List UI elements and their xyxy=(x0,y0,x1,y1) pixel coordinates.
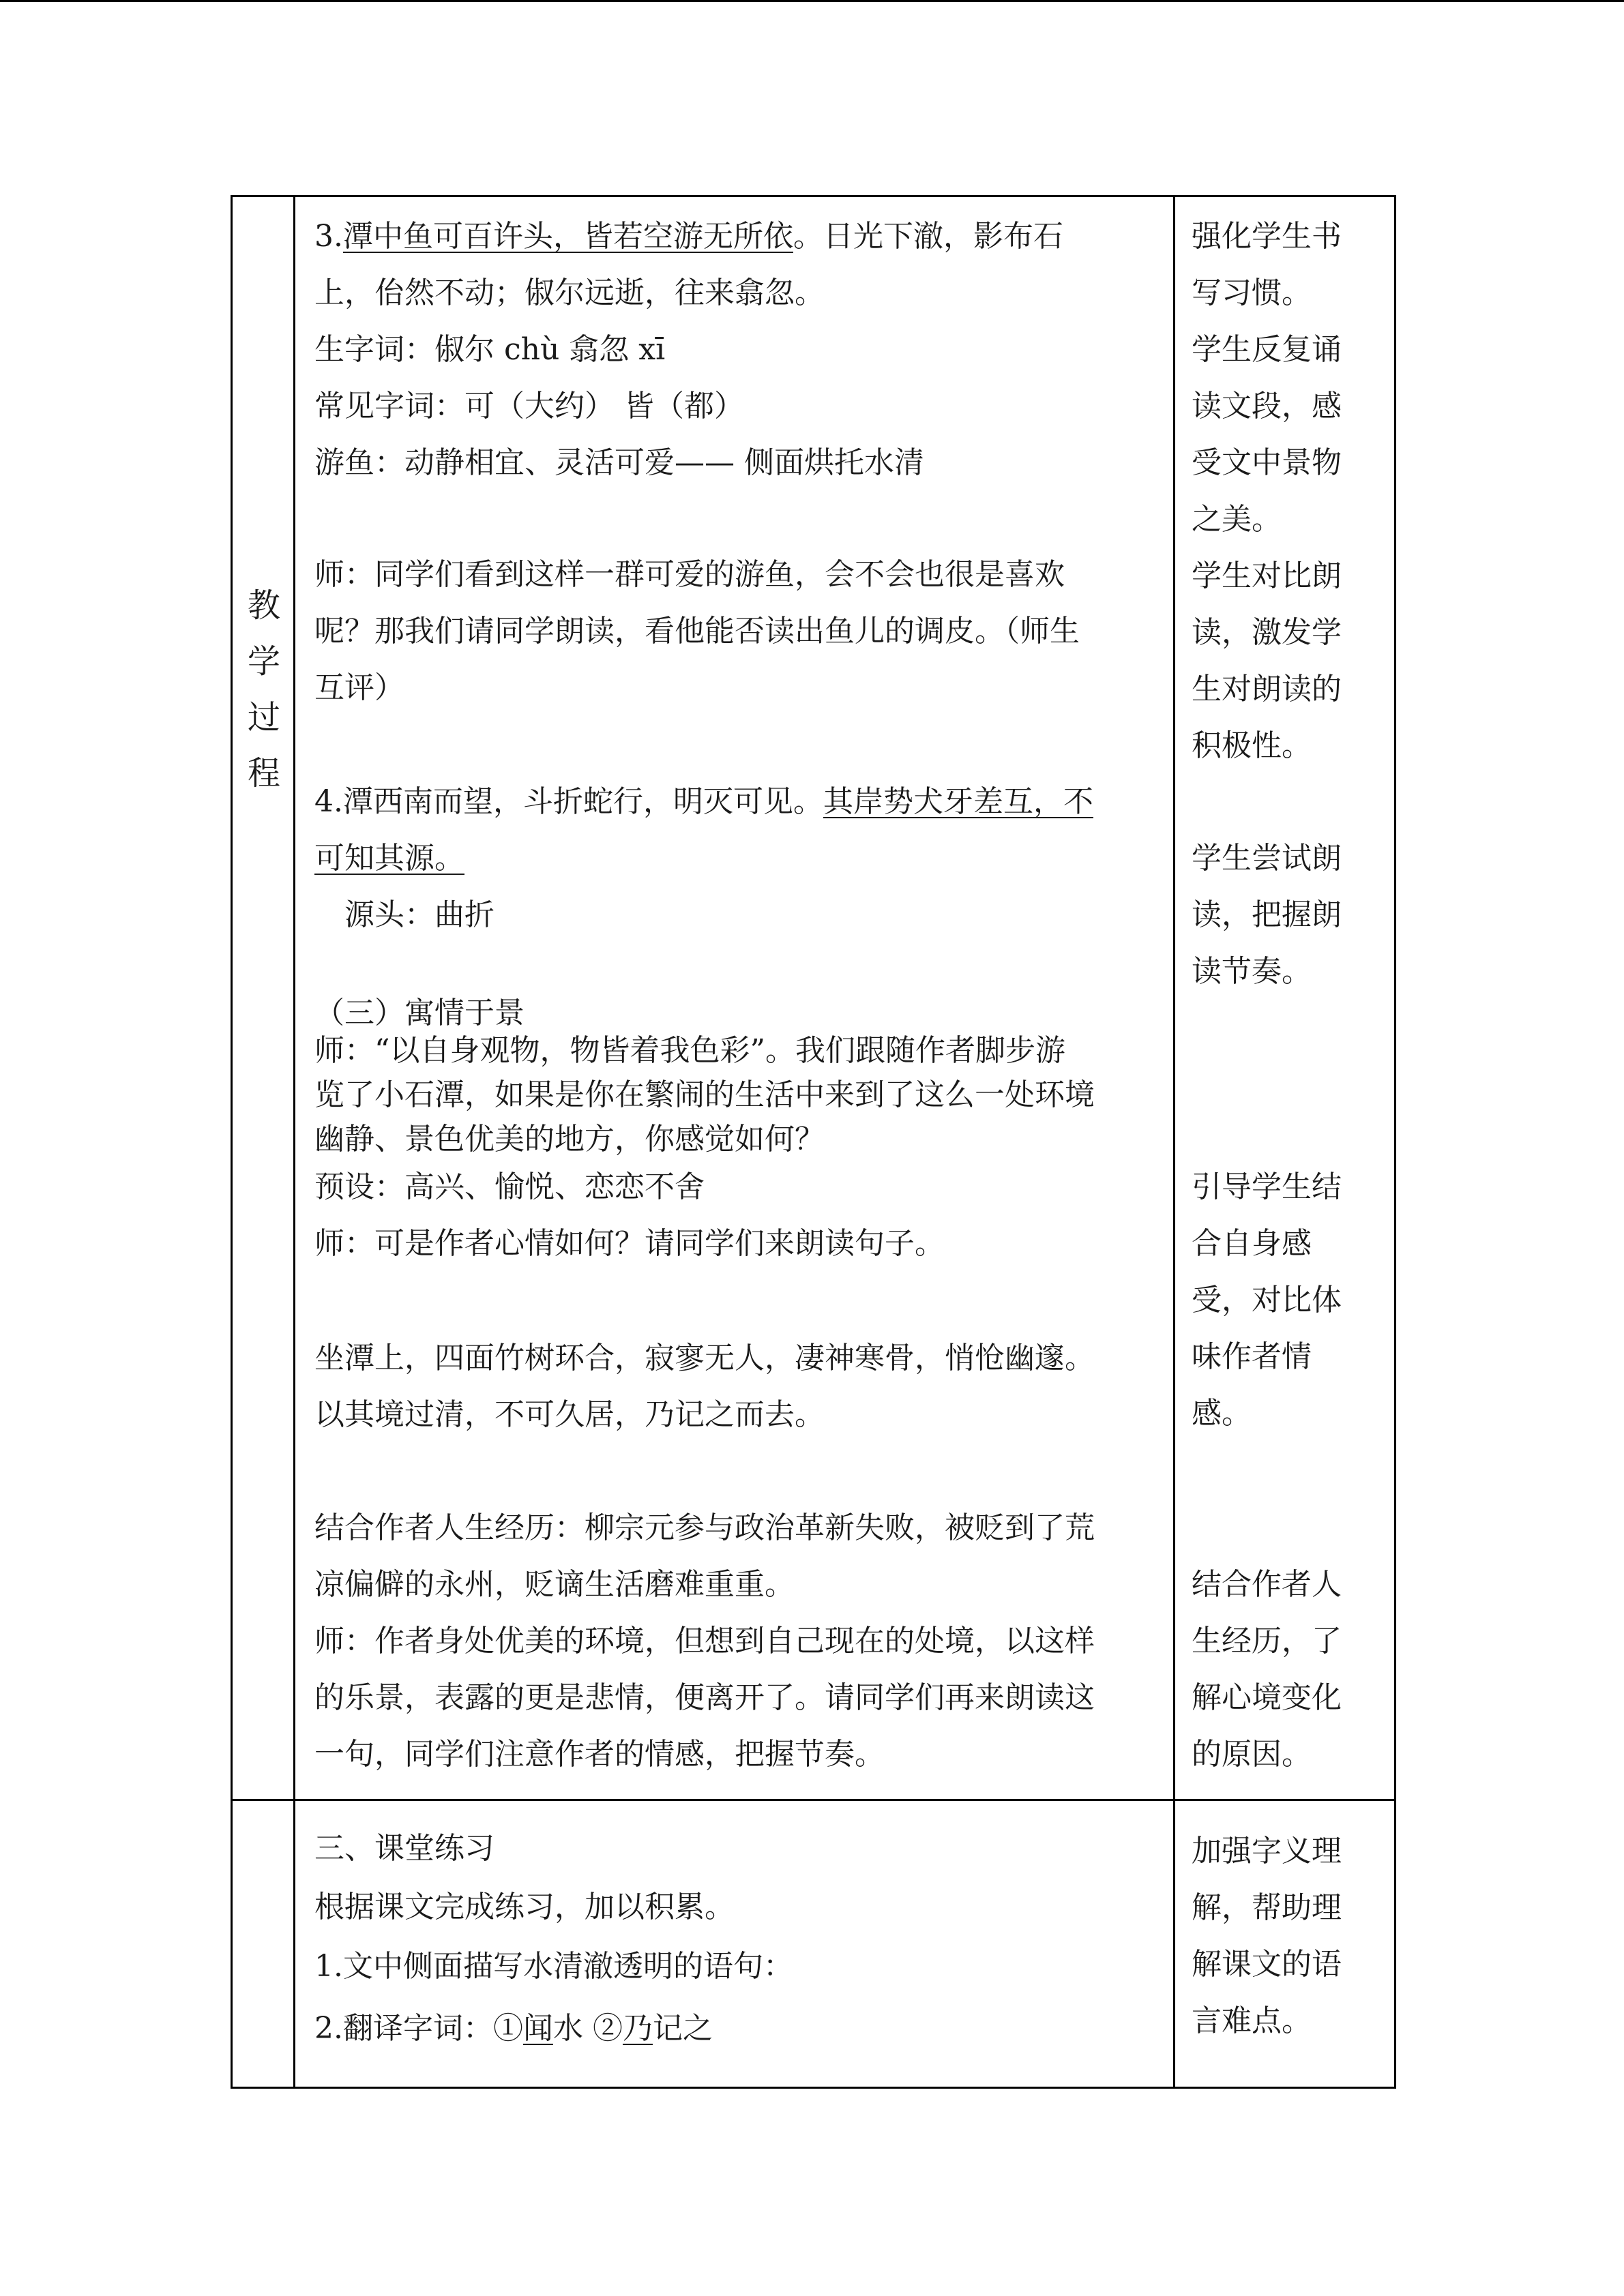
note-line: 解心境变化 xyxy=(1192,1680,1342,1715)
question-text: 水 ② xyxy=(552,2011,623,2046)
teacher-prompt-2-line-3: 幽静、景色优美的地方，你感觉如何？ xyxy=(314,1122,825,1157)
note-line: 读文段，感 xyxy=(1192,389,1342,423)
stage-label-cell xyxy=(232,196,295,1800)
note-line: 读，把握朗 xyxy=(1192,897,1342,932)
note-line: 读节奏。 xyxy=(1192,954,1312,989)
note-line: 结合作者人 xyxy=(1192,1567,1342,1602)
practice-notes-cell xyxy=(1175,1800,1396,2088)
common-words-line: 常见字词：可（大约） 皆（都） xyxy=(314,389,744,423)
practice-stage-cell xyxy=(232,1800,295,2088)
practice-content-cell xyxy=(295,1800,1175,2088)
note-line: 学生对比朗 xyxy=(1192,558,1342,593)
note-line: 合自身感 xyxy=(1192,1226,1312,1261)
note-line: 学生尝试朗 xyxy=(1192,841,1342,876)
new-words-line: 生字词：俶尔 chù 翕忽 xī xyxy=(314,332,666,367)
note-line: 解，帮助理 xyxy=(1192,1890,1342,1925)
teacher-prompt-1-line-3: 互评） xyxy=(314,670,404,705)
note-line: 读，激发学 xyxy=(1192,615,1342,650)
teacher-prompt-1-line-1: 师：同学们看到这样一群可爱的游鱼，会不会也很是喜欢 xyxy=(314,557,1065,592)
target-word: 乃 xyxy=(622,2011,653,2046)
practice-question-1: 1.文中侧面描写水清澈透明的语句： xyxy=(314,1949,793,1984)
fish-note-line: 游鱼：动静相宜、灵活可爱—— 侧面烘托水清 xyxy=(314,445,924,480)
practice-question-2 xyxy=(314,2008,713,2049)
author-bio-line-1: 结合作者人生经历：柳宗元参与政治革新失败，被贬到了荒 xyxy=(314,1510,1095,1545)
teaching-process-row xyxy=(232,196,1396,1800)
teacher-prompt-4-line-2: 的乐景，表露的更是悲情，便离开了。请同学们再来朗读这 xyxy=(314,1680,1095,1715)
note-line: 解课文的语 xyxy=(1192,1947,1342,1982)
stage-char: 教 xyxy=(247,586,280,625)
teacher-prompt-2-line-1: 师：“以自身观物，物皆着我色彩”。我们跟随作者脚步游 xyxy=(314,1033,1065,1068)
lesson-plan-table xyxy=(231,195,1396,2089)
note-line: 积极性。 xyxy=(1192,728,1312,763)
quote-line-1: 坐潭上，四面竹树环合，寂寥无人，凄神寒骨，悄怆幽邃。 xyxy=(314,1341,1095,1375)
paragraph-4-line-2 xyxy=(314,838,464,879)
note-line: 加强字义理 xyxy=(1192,1834,1342,1868)
note-line: 学生反复诵 xyxy=(1192,332,1342,367)
target-word: 闻 xyxy=(522,2011,553,2046)
process-notes-cell xyxy=(1175,196,1396,1800)
note-line: 生经历，了 xyxy=(1192,1624,1342,1658)
paragraph-text: 4.潭西南而望，斗折蛇行，明灭可见。 xyxy=(314,784,823,819)
paragraph-number: 3. xyxy=(314,219,343,254)
process-content-cell xyxy=(295,196,1175,1800)
paragraph-4-line-1 xyxy=(314,781,1093,822)
stage-char: 过 xyxy=(247,698,280,736)
underlined-sentence: 潭中鱼可百许头，皆若空游无所依 xyxy=(342,219,793,254)
paragraph-text: 。日光下澈，影布石 xyxy=(793,219,1063,254)
note-line: 强化学生书 xyxy=(1192,219,1342,254)
paragraph-3-line-2: 上，佁然不动；俶尔远逝，往来翕忽。 xyxy=(314,275,825,310)
stage-char: 程 xyxy=(247,754,280,792)
author-bio-line-2: 凉偏僻的永州，贬谪生活磨难重重。 xyxy=(314,1567,795,1602)
practice-heading: 三、课堂练习 xyxy=(314,1831,494,1866)
note-line: 味作者情 xyxy=(1192,1339,1312,1374)
teacher-prompt-4-line-1: 师：作者身处优美的环境，但想到自己现在的处境，以这样 xyxy=(314,1624,1095,1658)
practice-row xyxy=(232,1800,1396,2088)
practice-intro: 根据课文完成练习，加以积累。 xyxy=(314,1890,735,1924)
teacher-prompt-4-line-3: 一句，同学们注意作者的情感，把握节奏。 xyxy=(314,1737,885,1772)
source-note-line: 源头：曲折 xyxy=(344,897,494,932)
note-line: 生对朗读的 xyxy=(1192,672,1342,706)
underlined-sentence: 可知其源。 xyxy=(314,841,464,876)
teacher-prompt-1-line-2: 呢？那我们请同学朗读，看他能否读出鱼儿的调皮。（师生 xyxy=(314,614,1080,648)
note-line: 感。 xyxy=(1192,1396,1252,1431)
note-line: 的原因。 xyxy=(1192,1737,1312,1772)
preset-answer-line: 预设：高兴、愉悦、恋恋不舍 xyxy=(314,1169,705,1204)
note-line: 之美。 xyxy=(1192,502,1282,537)
page-top-border xyxy=(0,0,1624,2)
question-text: 记之 xyxy=(652,2011,713,2046)
note-line: 写习惯。 xyxy=(1192,275,1312,310)
note-line: 受文中景物 xyxy=(1192,445,1342,480)
quote-line-2: 以其境过清，不可久居，乃记之而去。 xyxy=(314,1397,825,1432)
stage-label xyxy=(233,578,295,801)
section-subheading: （三）寓情于景 xyxy=(314,996,525,1030)
teacher-prompt-3-line: 师：可是作者心情如何？请同学们来朗读句子。 xyxy=(314,1226,945,1261)
question-text: 2.翻译字词：① xyxy=(314,2011,523,2046)
teacher-prompt-2-line-2: 览了小石潭，如果是你在繁闹的生活中来到了这么一处环境 xyxy=(314,1077,1095,1112)
stage-char: 学 xyxy=(247,642,280,681)
note-line: 言难点。 xyxy=(1192,2003,1312,2038)
note-line: 受，对比体 xyxy=(1192,1283,1342,1317)
paragraph-3-line-1 xyxy=(314,216,1063,257)
underlined-sentence: 其岸势犬牙差互，不 xyxy=(823,784,1093,819)
note-line: 引导学生结 xyxy=(1192,1169,1342,1204)
